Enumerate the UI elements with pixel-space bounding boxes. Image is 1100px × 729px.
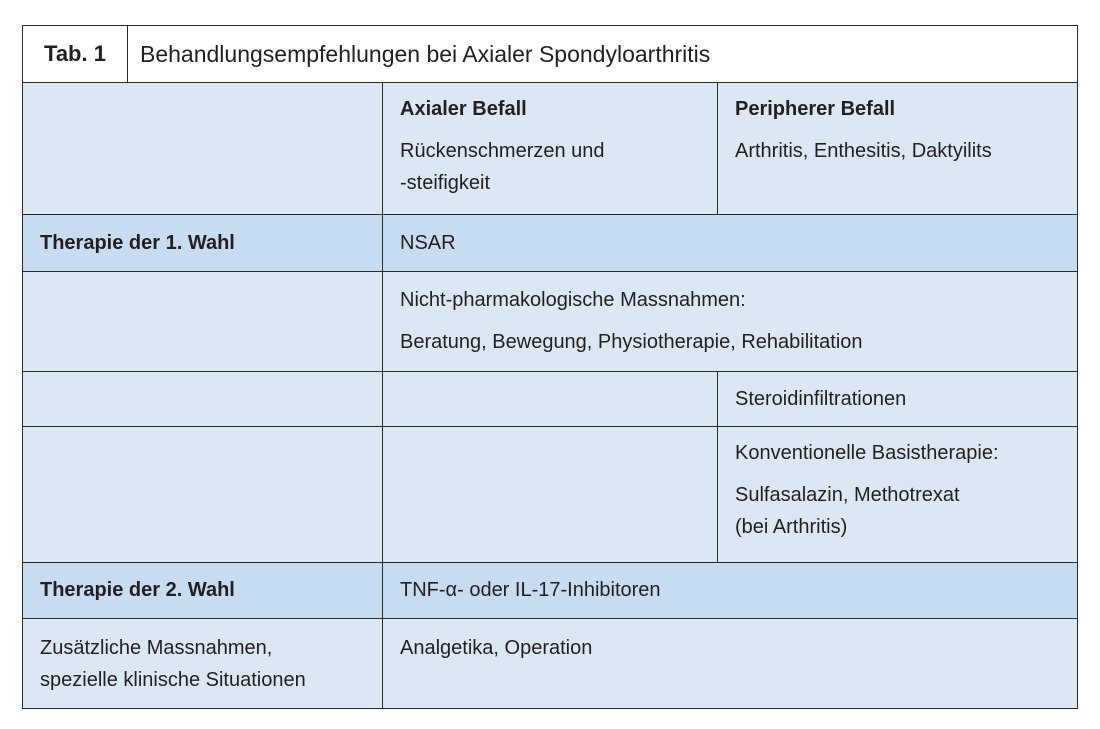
peripheral-heading: Peripherer Befall	[735, 98, 896, 120]
steroid-empty-cell-1	[23, 372, 383, 426]
nonpharm-cell	[383, 272, 1077, 371]
second-choice-value: TNF-α- oder IL-17-Inhibitoren	[400, 579, 661, 601]
nonpharm-empty-cell	[23, 272, 383, 371]
basis-line-3: (bei Arthritis)	[735, 516, 848, 538]
additional-label-cell	[23, 619, 383, 708]
axial-heading: Axialer Befall	[400, 98, 527, 120]
table-row	[23, 272, 1077, 372]
nonpharm-line-2: Beratung, Bewegung, Physiotherapie, Rehabilitation	[400, 331, 863, 353]
first-choice-label: Therapie der 1. Wahl	[23, 215, 383, 271]
basis-cell	[718, 427, 1077, 562]
additional-value: Analgetika, Operation	[400, 637, 593, 659]
first-choice-value: NSAR	[400, 231, 456, 254]
table-row	[23, 427, 1077, 563]
basis-empty-cell-1	[23, 427, 383, 562]
axial-subheading-1: Rückenschmerzen und	[400, 140, 605, 162]
basis-line-1: Konventionelle Basistherapie:	[735, 442, 999, 464]
treatment-table	[22, 25, 1078, 709]
table-row	[23, 372, 1077, 427]
table-title: Behandlungsempfehlungen bei Axialer Spondyloarthritis	[140, 40, 711, 67]
header-axial-cell	[383, 83, 718, 214]
table-row	[23, 619, 1077, 708]
table-header-row	[23, 83, 1077, 215]
table-row	[23, 215, 1077, 272]
second-choice-label: Therapie der 2. Wahl	[23, 563, 383, 618]
additional-label-2: spezielle klinische Situationen	[40, 669, 306, 691]
axial-subheading-2: -steifigkeit	[400, 172, 491, 194]
basis-line-2: Sulfasalazin, Methotrexat	[735, 484, 960, 506]
table-row	[23, 563, 1077, 619]
peripheral-subheading: Arthritis, Enthesitis, Daktyilits	[735, 140, 992, 162]
steroid-empty-cell-2	[383, 372, 718, 426]
additional-label-1: Zusätzliche Massnahmen,	[40, 637, 273, 659]
basis-empty-cell-2	[383, 427, 718, 562]
table-title-row	[23, 26, 1077, 83]
header-empty-cell	[23, 83, 383, 214]
header-peripheral-cell	[718, 83, 1077, 214]
steroid-cell: Steroidinfiltrationen	[735, 387, 907, 410]
table-number: Tab. 1	[23, 26, 128, 82]
nonpharm-line-1: Nicht-pharmakologische Massnahmen:	[400, 289, 746, 311]
